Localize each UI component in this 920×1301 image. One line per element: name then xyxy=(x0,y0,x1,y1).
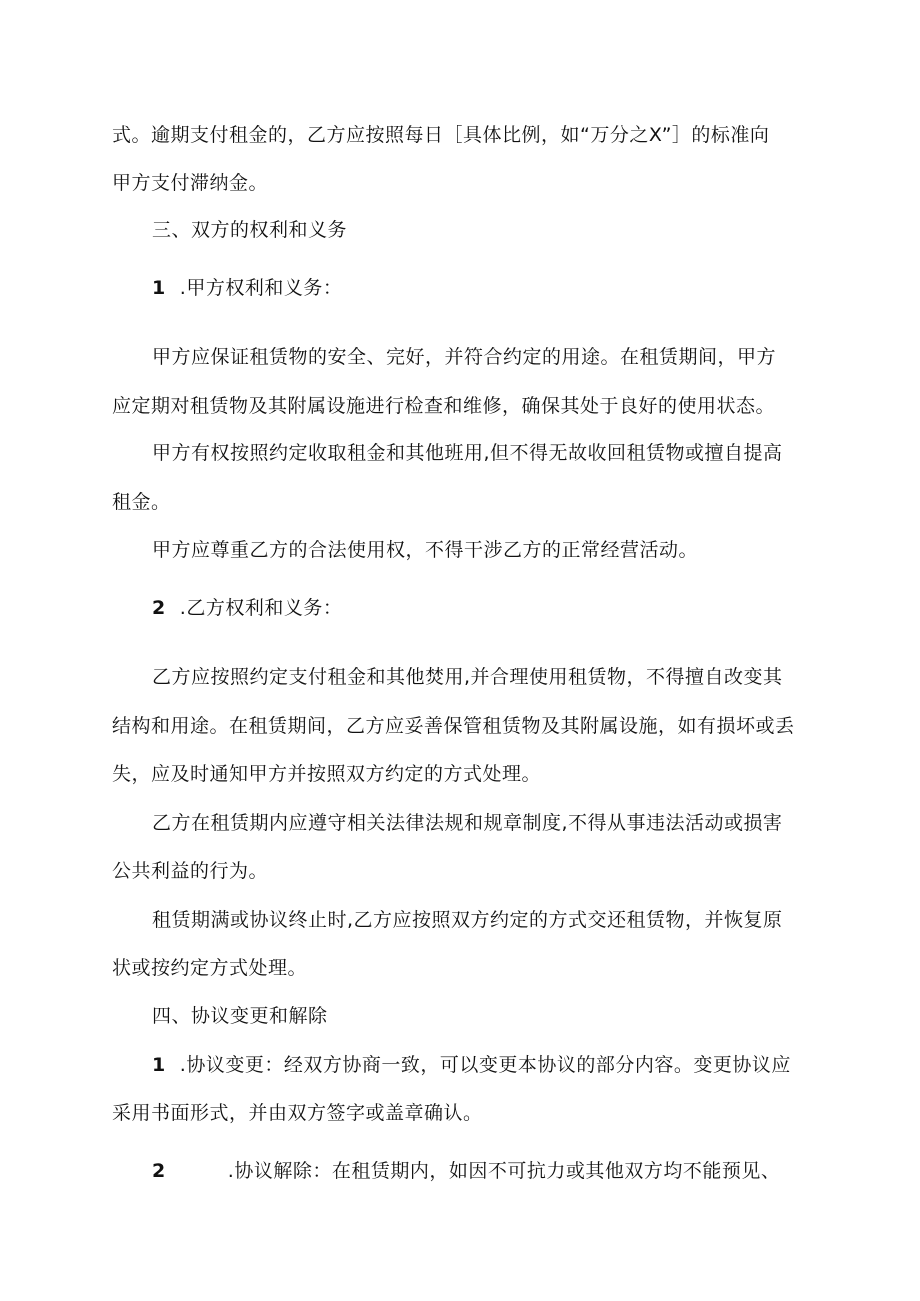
paragraph-line: 结构和用途。在租赁期间，乙方应妥善保管租赁物及其附属设施，如有损坏或丢 xyxy=(112,715,795,737)
paragraph-line: 甲方应保证租赁物的安全、完好，并符合约定的用途。在租赁期间，甲方 xyxy=(152,346,777,368)
paragraph-line-text: .协议解除：在租赁期内，如因不可抗力或其他双方均不能预见、 xyxy=(227,1160,781,1182)
paragraph-line: 公共利益的行为。 xyxy=(112,860,269,882)
paragraph-line: 失，应及时通知甲方并按照双方约定的方式处理。 xyxy=(112,763,542,785)
paragraph-line xyxy=(152,1159,780,1183)
section-heading: 三、双方的权利和义务 xyxy=(152,219,348,241)
paragraph-line: 乙方在租赁期内应遵守相关法律法规和规章制度,不得从事违法活动或损害 xyxy=(152,812,783,834)
paragraph-line: 状或按约定方式处理。 xyxy=(112,957,308,979)
item-number: 1 xyxy=(152,1054,166,1076)
paragraph-line xyxy=(152,1053,791,1077)
paragraph-line-text: .协议变更：经双方协商一致，可以变更本协议的部分内容。变更协议应 xyxy=(179,1054,791,1076)
paragraph-line: 甲方应尊重乙方的合法使用权，不得干涉乙方的正常经营活动。 xyxy=(152,539,699,561)
subsection-heading xyxy=(152,276,342,300)
subsection-heading-text: .甲方权利和义务： xyxy=(179,277,343,299)
paragraph-line: 租赁期满或协议终止时,乙方应按照双方约定的方式交还租赁物，并恢复原 xyxy=(152,909,783,931)
subsection-heading xyxy=(152,596,342,620)
paragraph-line: 租金。 xyxy=(112,491,171,513)
item-number: 2 xyxy=(152,597,166,619)
paragraph-line: 甲方支付滞纳金。 xyxy=(112,172,269,194)
paragraph-line: 采用书面形式，并由双方签字或盖章确认。 xyxy=(112,1102,483,1124)
item-number: 2 xyxy=(152,1160,166,1182)
paragraph-line: 甲方有权按照约定收取租金和其他班用,但不得无故收回租赁物或擅自提高 xyxy=(152,442,783,464)
section-heading: 四、协议变更和解除 xyxy=(152,1005,328,1027)
subsection-heading-text: .乙方权利和义务： xyxy=(179,597,343,619)
paragraph-line: 应定期对租赁物及其附属设施进行检查和维修，确保其处于良好的使用状态。 xyxy=(112,395,776,417)
item-number: 1 xyxy=(152,277,166,299)
paragraph-line: 式。逾期支付租金的，乙方应按照每日［具体比例，如“万分之X”］的标准向 xyxy=(112,124,770,146)
paragraph-line: 乙方应按照约定支付租金和其他焚用,并合理使用租赁物，不得擅自改变其 xyxy=(152,666,783,688)
